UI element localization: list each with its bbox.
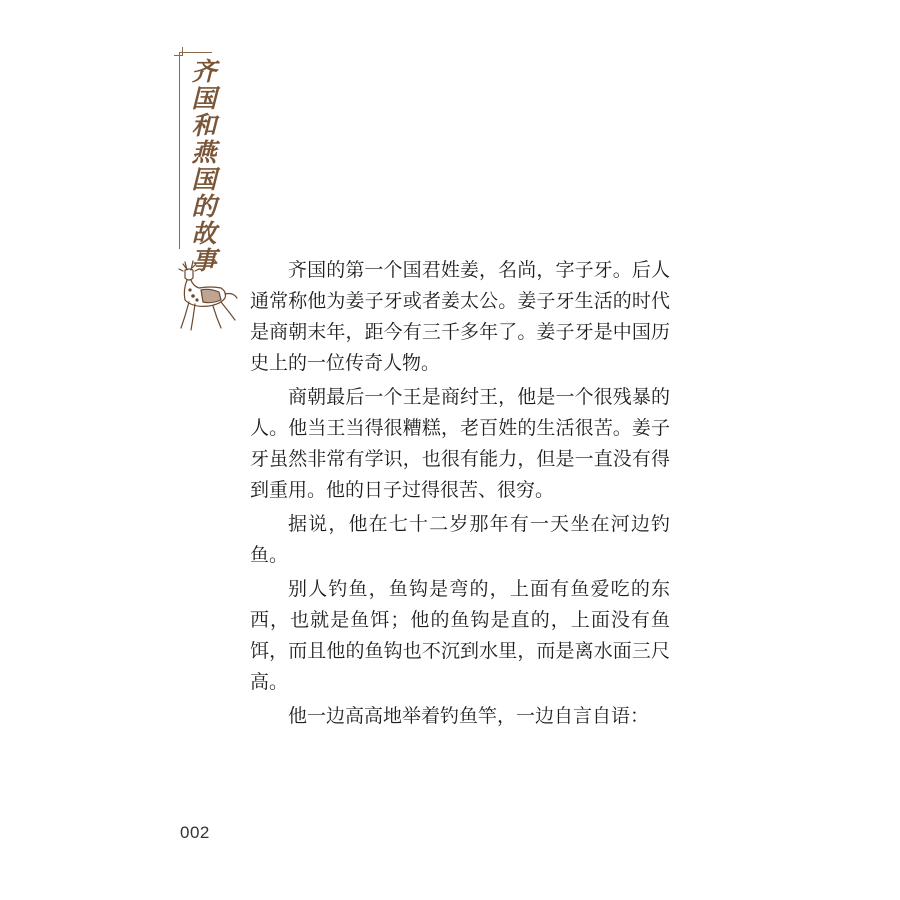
paragraph: 他一边高高地举着钓鱼竿，一边自言自语： [288,705,650,727]
deer-illustration-icon [163,258,241,338]
chapter-title: 齐国和燕国的故事 [188,58,217,274]
paragraph: 齐国的第一个国君姓姜，名尚，字子牙。后人通常称他为姜子牙或者姜太公。姜子牙生活的时代是商朝末年，距今有三千多年了。姜子牙是中国历史上的一位传奇人物。 [250,259,670,374]
paragraph: 据说，他在七十二岁那年有一天坐在河边钓鱼。 [250,513,670,566]
paragraph: 商朝最后一个王是商纣王，他是一个很残暴的人。他当王当得很糟糕，老百姓的生活很苦。姜子牙虽然非常有学识，也很有能力，但是一直没有得到重用。他的日子过得很苦、很穷。 [250,386,670,501]
page-number: 002 [180,823,210,842]
paragraph: 别人钓鱼，鱼钩是弯的，上面有鱼爱吃的东西，也就是鱼饵；他的鱼钩是直的，上面没有鱼饵，而且他的鱼钩也不沉到水里，而是离水面三尺高。 [250,578,670,693]
body-text [250,255,670,735]
